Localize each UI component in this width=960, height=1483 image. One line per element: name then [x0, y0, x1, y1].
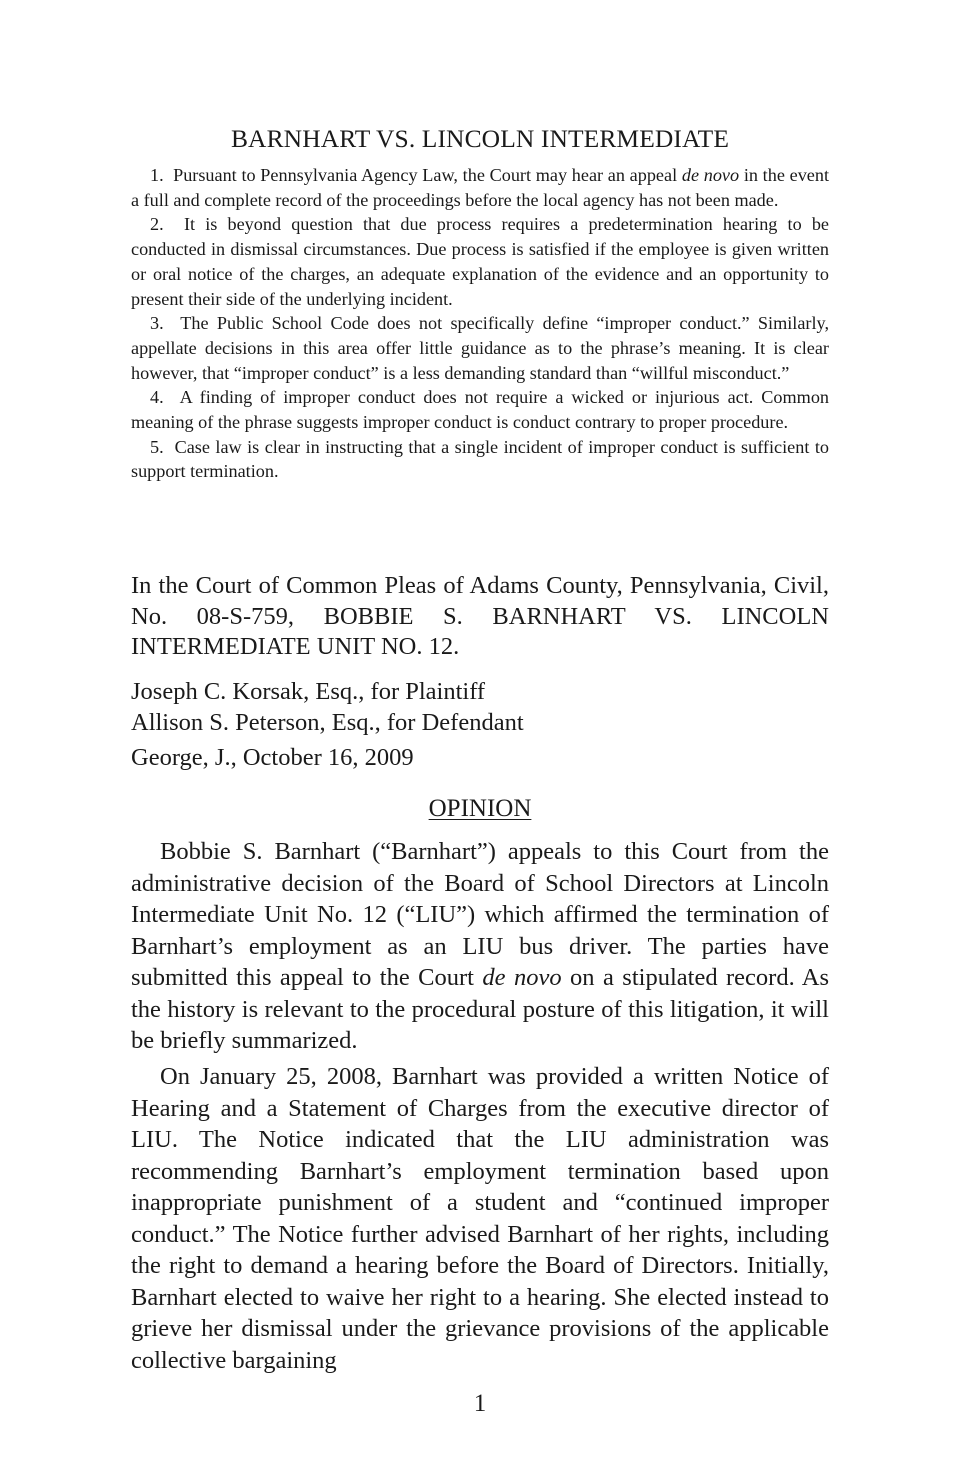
headnote-1	[131, 163, 829, 212]
page-number: 1	[473, 1390, 487, 1417]
case-caption: In the Court of Common Pleas of Adams County, Pennsylvania, Civil, No. 08-S-759, BOBBIE S. BARNHART VS. LINCOLN INTERMEDIATE UNIT NO. 12.	[131, 572, 829, 660]
opinion-paragraph-2: On January 25, 2008, Barnhart was provided a written Notice of Hearing and a Statement of Charges from the executive director of LIU. The Notice indicated that the LIU administration was recommending Barnhart’s employment termination based upon inappropriate punishment of a student and “continued improper conduct.” The Notice further advised Barnhart of her rights, including the right to demand a hearing before the Board of Directors. Initially, Barnhart elected to waive her right to a hearing. She elected instead to grieve her dismissal under the grievance provisions of the applicable collective bargaining	[131, 1063, 829, 1374]
headnote-text: The Public School Code does not specifically define “improper conduct.” Similarly, appellate decisions in this area offer little guidance as to the phrase’s meaning. It is clear however, that “improper conduct” is a less demanding standard than “willful misconduct.”	[131, 313, 829, 383]
paragraph-text: Bobbie S. Barnhart (“Barnhart”) appeals to this Court from the administrative decision of the Board of School Directors at Lincoln Intermediate Unit No. 12 (“LIU”) which affirmed the termination of Barnhart’s employment as an LIU bus driver. The parties have submitted this appeal to the Court	[131, 838, 829, 991]
case-title: BARNHART VS. LINCOLN INTERMEDIATE	[230, 124, 730, 153]
headnote-number: 2.	[150, 214, 164, 235]
opinion-heading-text: OPINION	[428, 795, 532, 822]
opinion-heading	[131, 794, 829, 824]
headnotes	[131, 163, 829, 484]
headnote-number: 1.	[150, 165, 164, 185]
headnote-text: A finding of improper conduct does not require a wicked or injurious act. Common meaning of the phrase suggests improper conduct is conduct contrary to proper procedure.	[131, 387, 830, 433]
counsel-block	[131, 677, 829, 738]
headnote-3	[131, 311, 829, 385]
judge-date-line: George, J., October 16, 2009	[131, 744, 414, 771]
headnote-4	[131, 385, 829, 434]
headnote-text: It is beyond question that due process requires a predetermination hearing to be conducted in dismissal circumstances. Due process is satisfied if the employee is given written or oral notice of the charges, an adequate explanation of the evidence and an opportunity to present their side of the underlying incident.	[131, 214, 829, 309]
opinion-paragraph-1	[131, 836, 829, 1057]
headnote-text: Pursuant to Pennsylvania Agency Law, the Court may hear an appeal	[173, 165, 682, 185]
defendant-counsel: Allison S. Peterson, Esq., for Defendant	[131, 708, 524, 736]
headnote-text-after: in the event a full and complete record of the proceedings before the local agency has not been made.	[131, 165, 830, 210]
plaintiff-counsel: Joseph C. Korsak, Esq., for Plaintiff	[131, 678, 486, 705]
paragraph-text-cont: on a stipulated record. As the history is relevant to the procedural posture of this litigation, it will be briefly summarized.	[131, 964, 830, 1054]
headnote-number: 5.	[150, 436, 164, 457]
headnote-italic: de novo	[681, 165, 740, 185]
headnote-2	[131, 212, 829, 311]
headnote-number: 4.	[150, 387, 164, 408]
headnote-text: Case law is clear in instructing that a single incident of improper conduct is sufficient to support termination.	[131, 436, 829, 482]
headnote-number: 3.	[150, 313, 164, 334]
paragraph-italic: de novo	[482, 964, 562, 991]
headnote-5	[131, 435, 829, 484]
